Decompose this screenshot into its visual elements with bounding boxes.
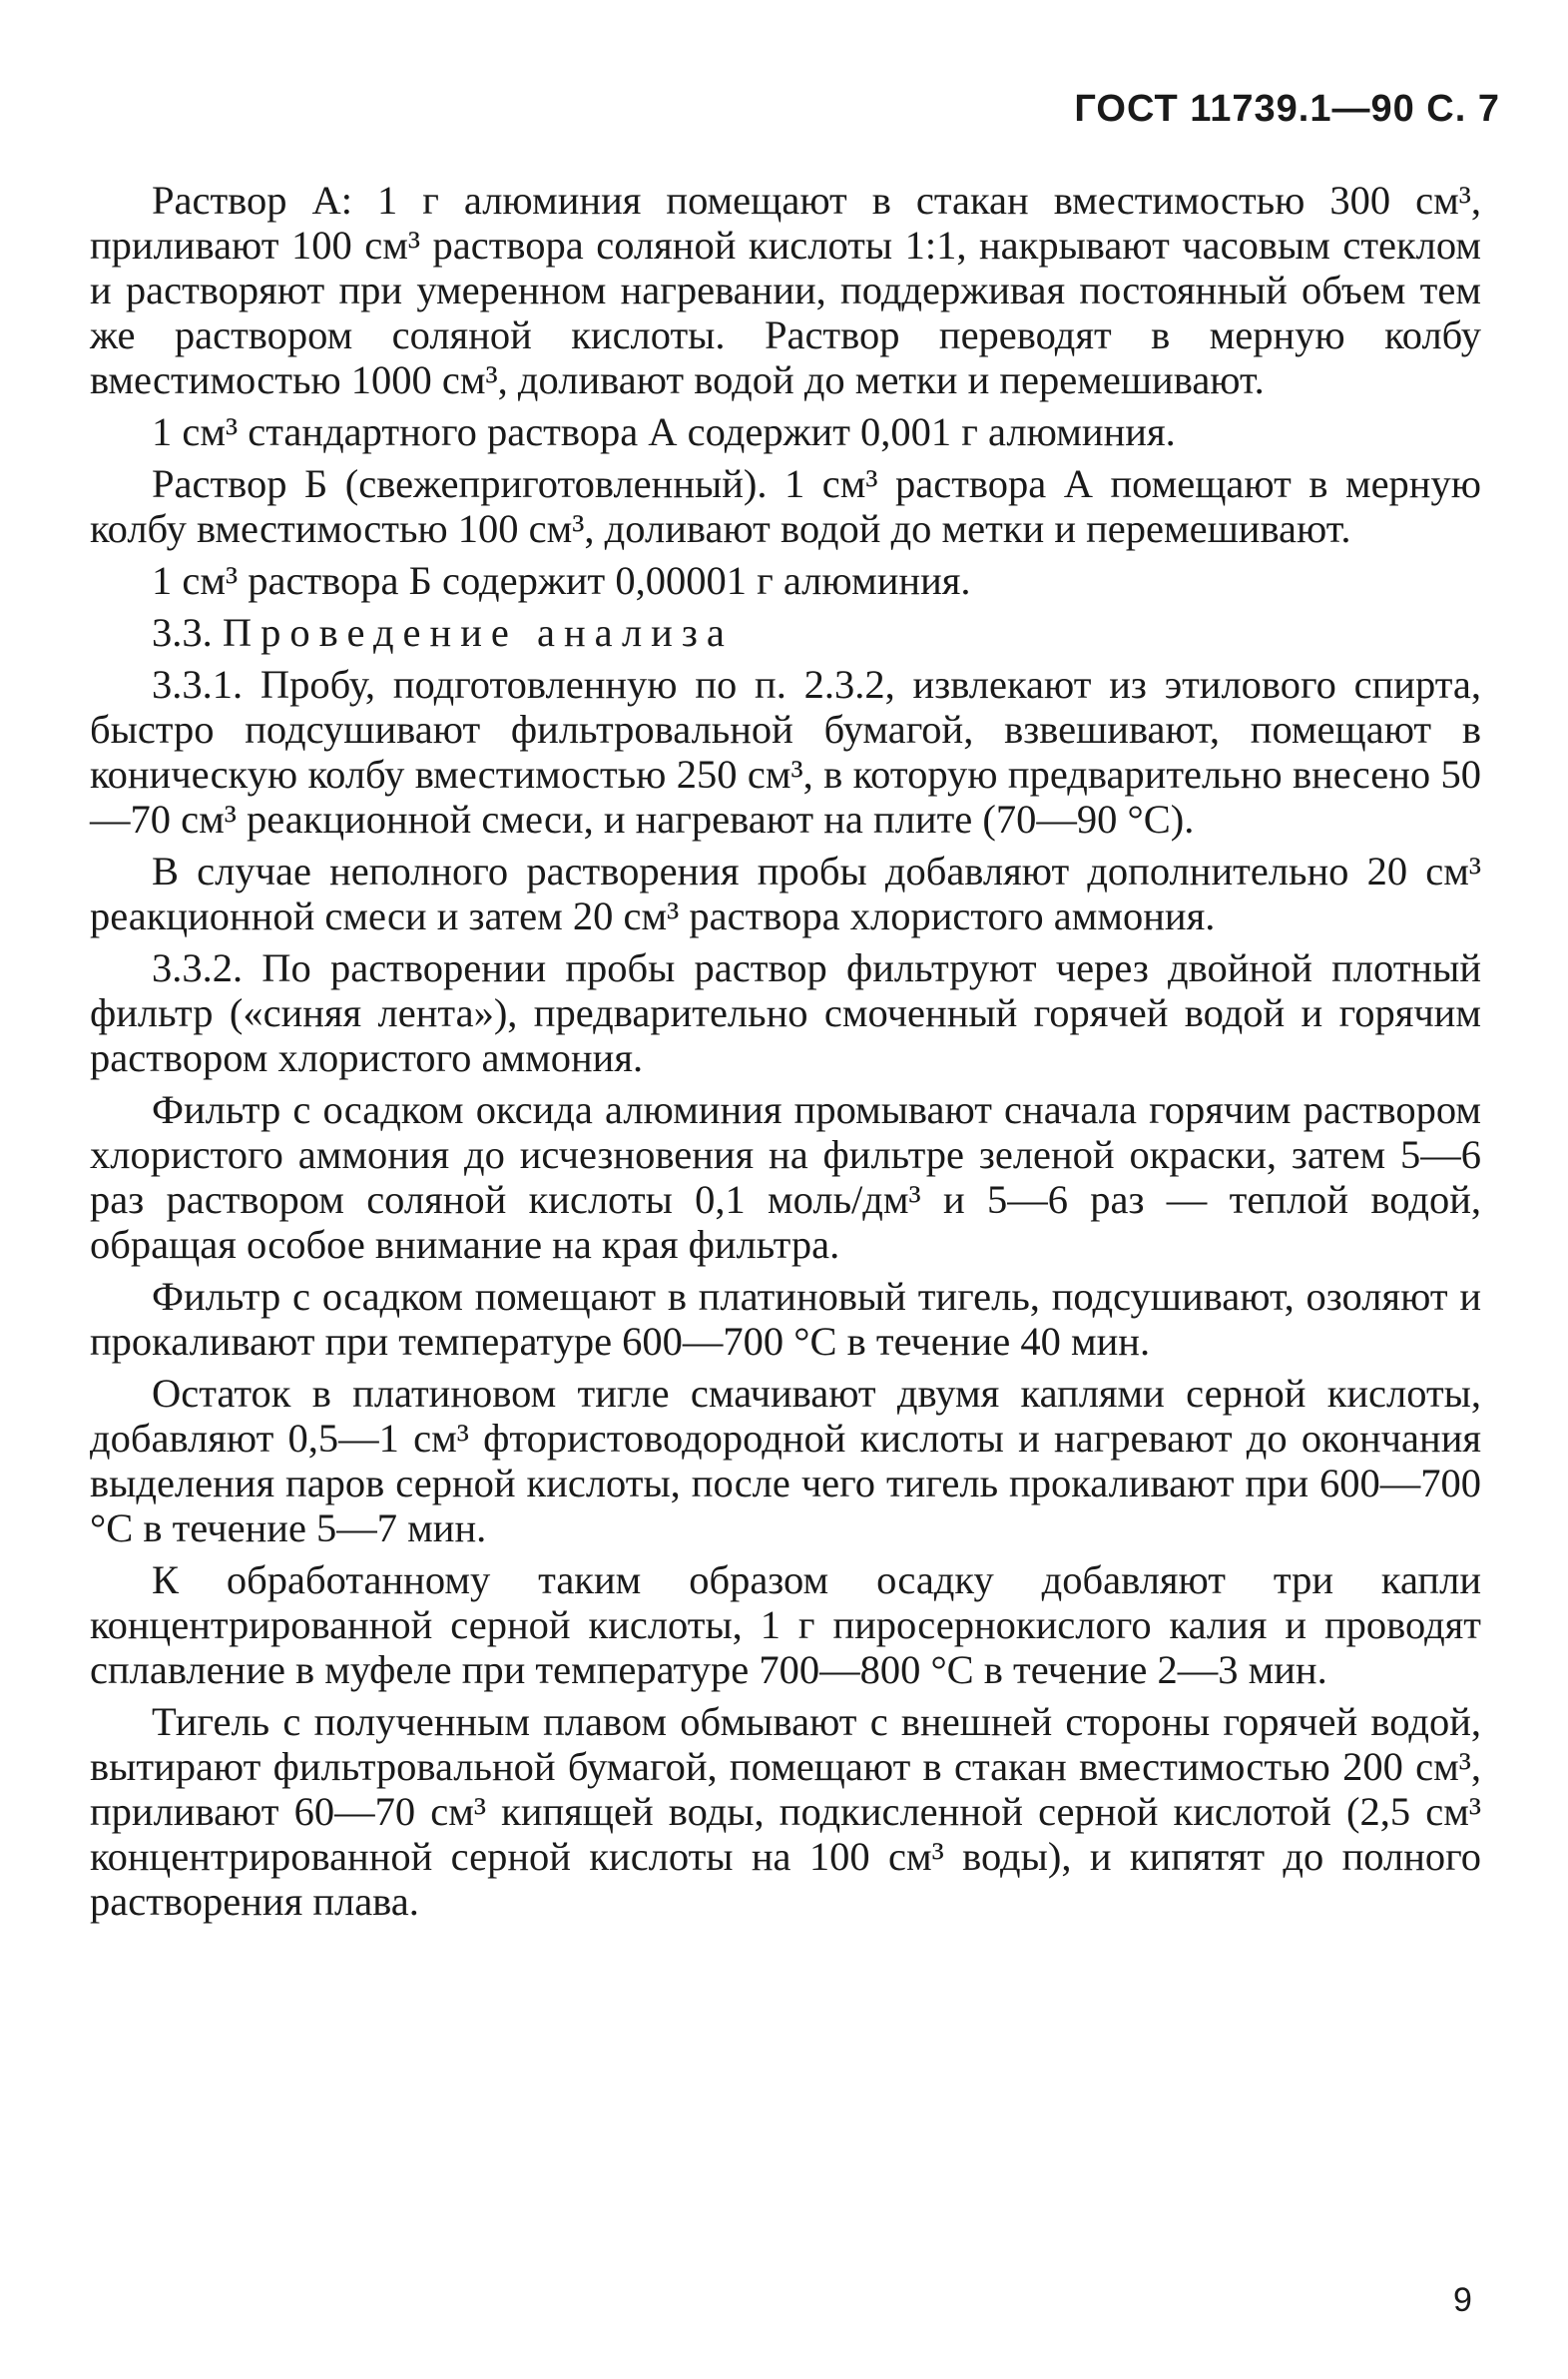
paragraph-melt-dissolution: Тигель с полученным плавом обмывают с внешней стороны горячей водой, вытирают фильтровальной бумагой, помещают в стакан вместимостью 200 см³, приливают 60—70 см³ кипящей воды, подкисленной серной кислотой (2,5 см³ концентрированной серной кислоты на 100 см³ воды), и кипятят до полного растворения плава. (90, 1699, 1481, 1924)
paragraph-solution-a: Раствор А: 1 г алюминия помещают в стакан вместимостью 300 см³, приливают 100 см³ раствора соляной кислоты 1:1, накрывают часовым стеклом и растворяют при умеренном нагревании, поддерживая постоянный объем тем же раствором соляной кислоты. Раствор переводят в мерную колбу вместимостью 1000 см³, доливают водой до метки и перемешивают. (90, 178, 1481, 402)
paragraph-residue-treatment: Остаток в платиновом тигле смачивают двумя каплями серной кислоты, добавляют 0,5—1 см³ фтористоводородной кислоты и нагревают до окончания выделения паров серной кислоты, после чего тигель прокаливают при 600—700 °С в течение 5—7 мин. (90, 1371, 1481, 1550)
paragraph-3-3-2: 3.3.2. По растворении пробы раствор фильтруют через двойной плотный фильтр («синяя лента»), предварительно смоченный горячей водой и горячим раствором хлористого аммония. (90, 945, 1481, 1080)
paragraph-filter-washing: Фильтр с осадком оксида алюминия промывают сначала горячим раствором хлористого аммония до исчезновения на фильтре зеленой окраски, затем 5—6 раз раствором соляной кислоты 0,1 моль/дм³ и 5—6 раз — теплой водой, обращая особое внимание на края фильтра. (90, 1087, 1481, 1267)
paragraph-solution-a-content: 1 см³ стандартного раствора А содержит 0,001 г алюминия. (152, 409, 1176, 454)
section-heading-analysis (90, 610, 1481, 655)
page-number: 9 (1453, 2281, 1472, 2319)
paragraph-solution-b-content: 1 см³ раствора Б содержит 0,00001 г алюминия. (152, 558, 971, 603)
section-heading-text: 3.3. Проведение анализа (152, 610, 734, 655)
paragraph-incomplete-dissolution: В случае неполного растворения пробы добавляют дополнительно 20 см³ реакционной смеси и затем 20 см³ раствора хлористого аммония. (90, 849, 1481, 938)
paragraph-3-3-1: 3.3.1. Пробу, подготовленную по п. 2.3.2, извлекают из этилового спирта, быстро подсушивают фильтровальной бумагой, взвешивают, помещают в коническую колбу вместимостью 250 см³, в которую предварительно внесено 50—70 см³ реакционной смеси, и нагревают на плите (70—90 °С). (90, 662, 1481, 842)
paragraph-filter-ignition: Фильтр с осадком помещают в платиновый тигель, подсушивают, озоляют и прокаливают при температуре 600—700 °С в течение 40 мин. (90, 1274, 1481, 1364)
document-body (90, 178, 1481, 1924)
page-header: ГОСТ 11739.1—90 С. 7 (1074, 88, 1500, 130)
paragraph-fusion: К обработанному таким образом осадку добавляют три капли концентрированной серной кислоты, 1 г пиросернокислого калия и проводят сплавление в муфеле при температуре 700—800 °С в течение 2—3 мин. (90, 1557, 1481, 1692)
paragraph-solution-b: Раствор Б (свежеприготовленный). 1 см³ раствора А помещают в мерную колбу вместимостью 100 см³, доливают водой до метки и перемешивают. (90, 461, 1481, 551)
